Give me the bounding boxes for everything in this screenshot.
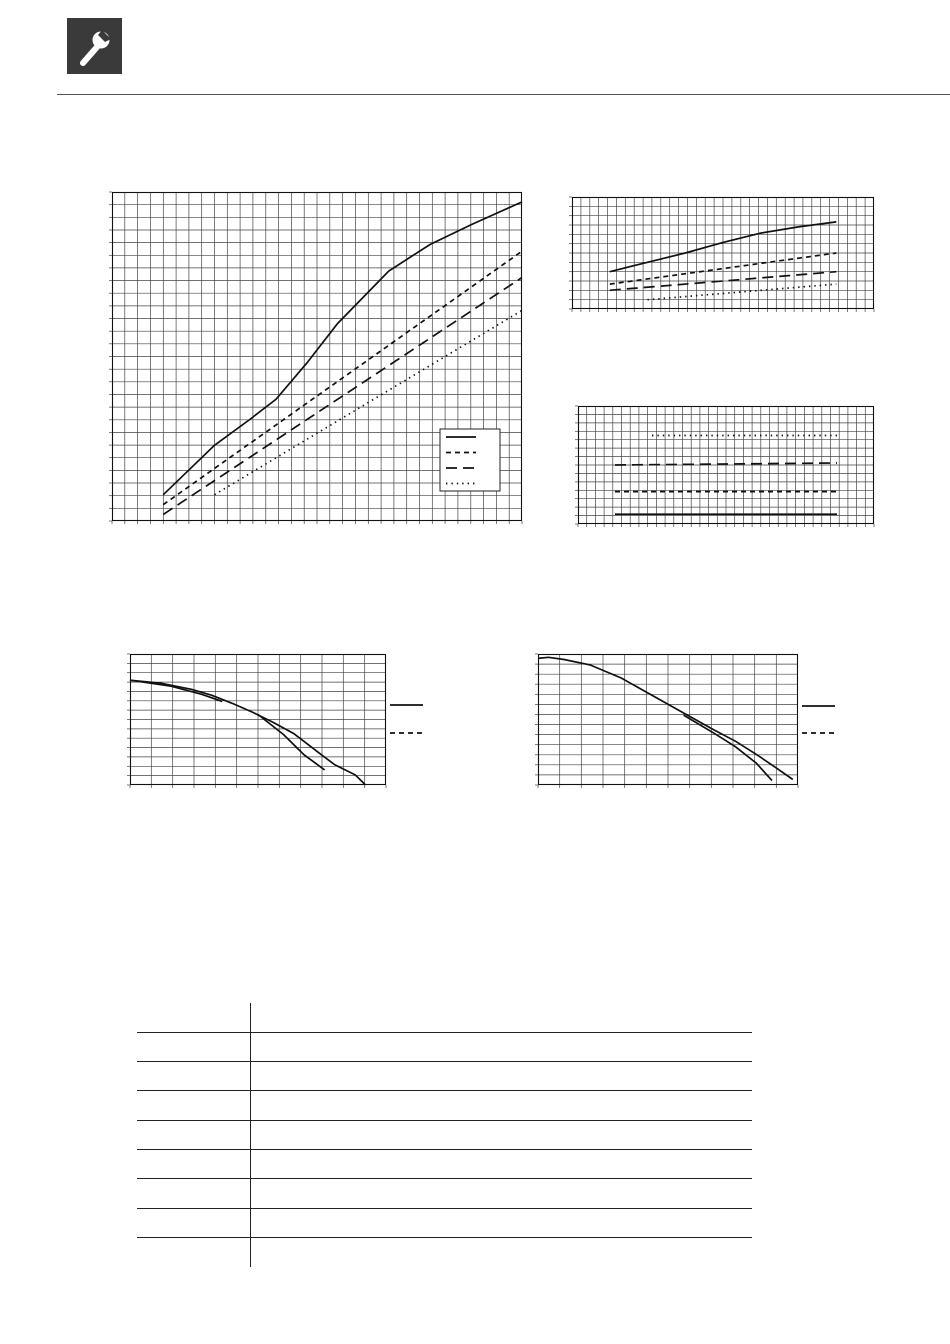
chart-bottom-right (538, 654, 838, 786)
chart-legend (440, 429, 500, 491)
series-line-solid (684, 715, 772, 781)
table-row-divider (137, 1032, 752, 1033)
series-line-solid (258, 715, 325, 770)
chart-series (130, 680, 366, 785)
table-row-divider (137, 1149, 752, 1150)
series-line-dotted (648, 284, 837, 300)
table-column-divider (250, 1003, 251, 1267)
chart-top-right-upper (572, 197, 875, 310)
series-line-solid (130, 680, 222, 701)
header-divider (57, 94, 950, 95)
chart-top-right-lower (578, 406, 875, 525)
chart-grid (575, 406, 874, 527)
table-row-divider (137, 1178, 752, 1179)
chart-legend (802, 706, 835, 733)
table-row-divider (137, 1061, 752, 1062)
table-row-divider (137, 1120, 752, 1121)
chart-top-left (112, 192, 523, 522)
table-row-divider (137, 1090, 752, 1091)
table-row-divider (137, 1208, 752, 1209)
chart-bottom-left (130, 654, 430, 786)
series-line-solid (130, 680, 366, 785)
chart-legend-box (440, 429, 500, 491)
wrench-icon (67, 18, 122, 74)
chart-legend (390, 705, 423, 733)
chart-grid (535, 654, 798, 788)
table-row-divider (137, 1237, 752, 1238)
data-table (137, 1003, 752, 1267)
chart-grid (127, 654, 386, 788)
